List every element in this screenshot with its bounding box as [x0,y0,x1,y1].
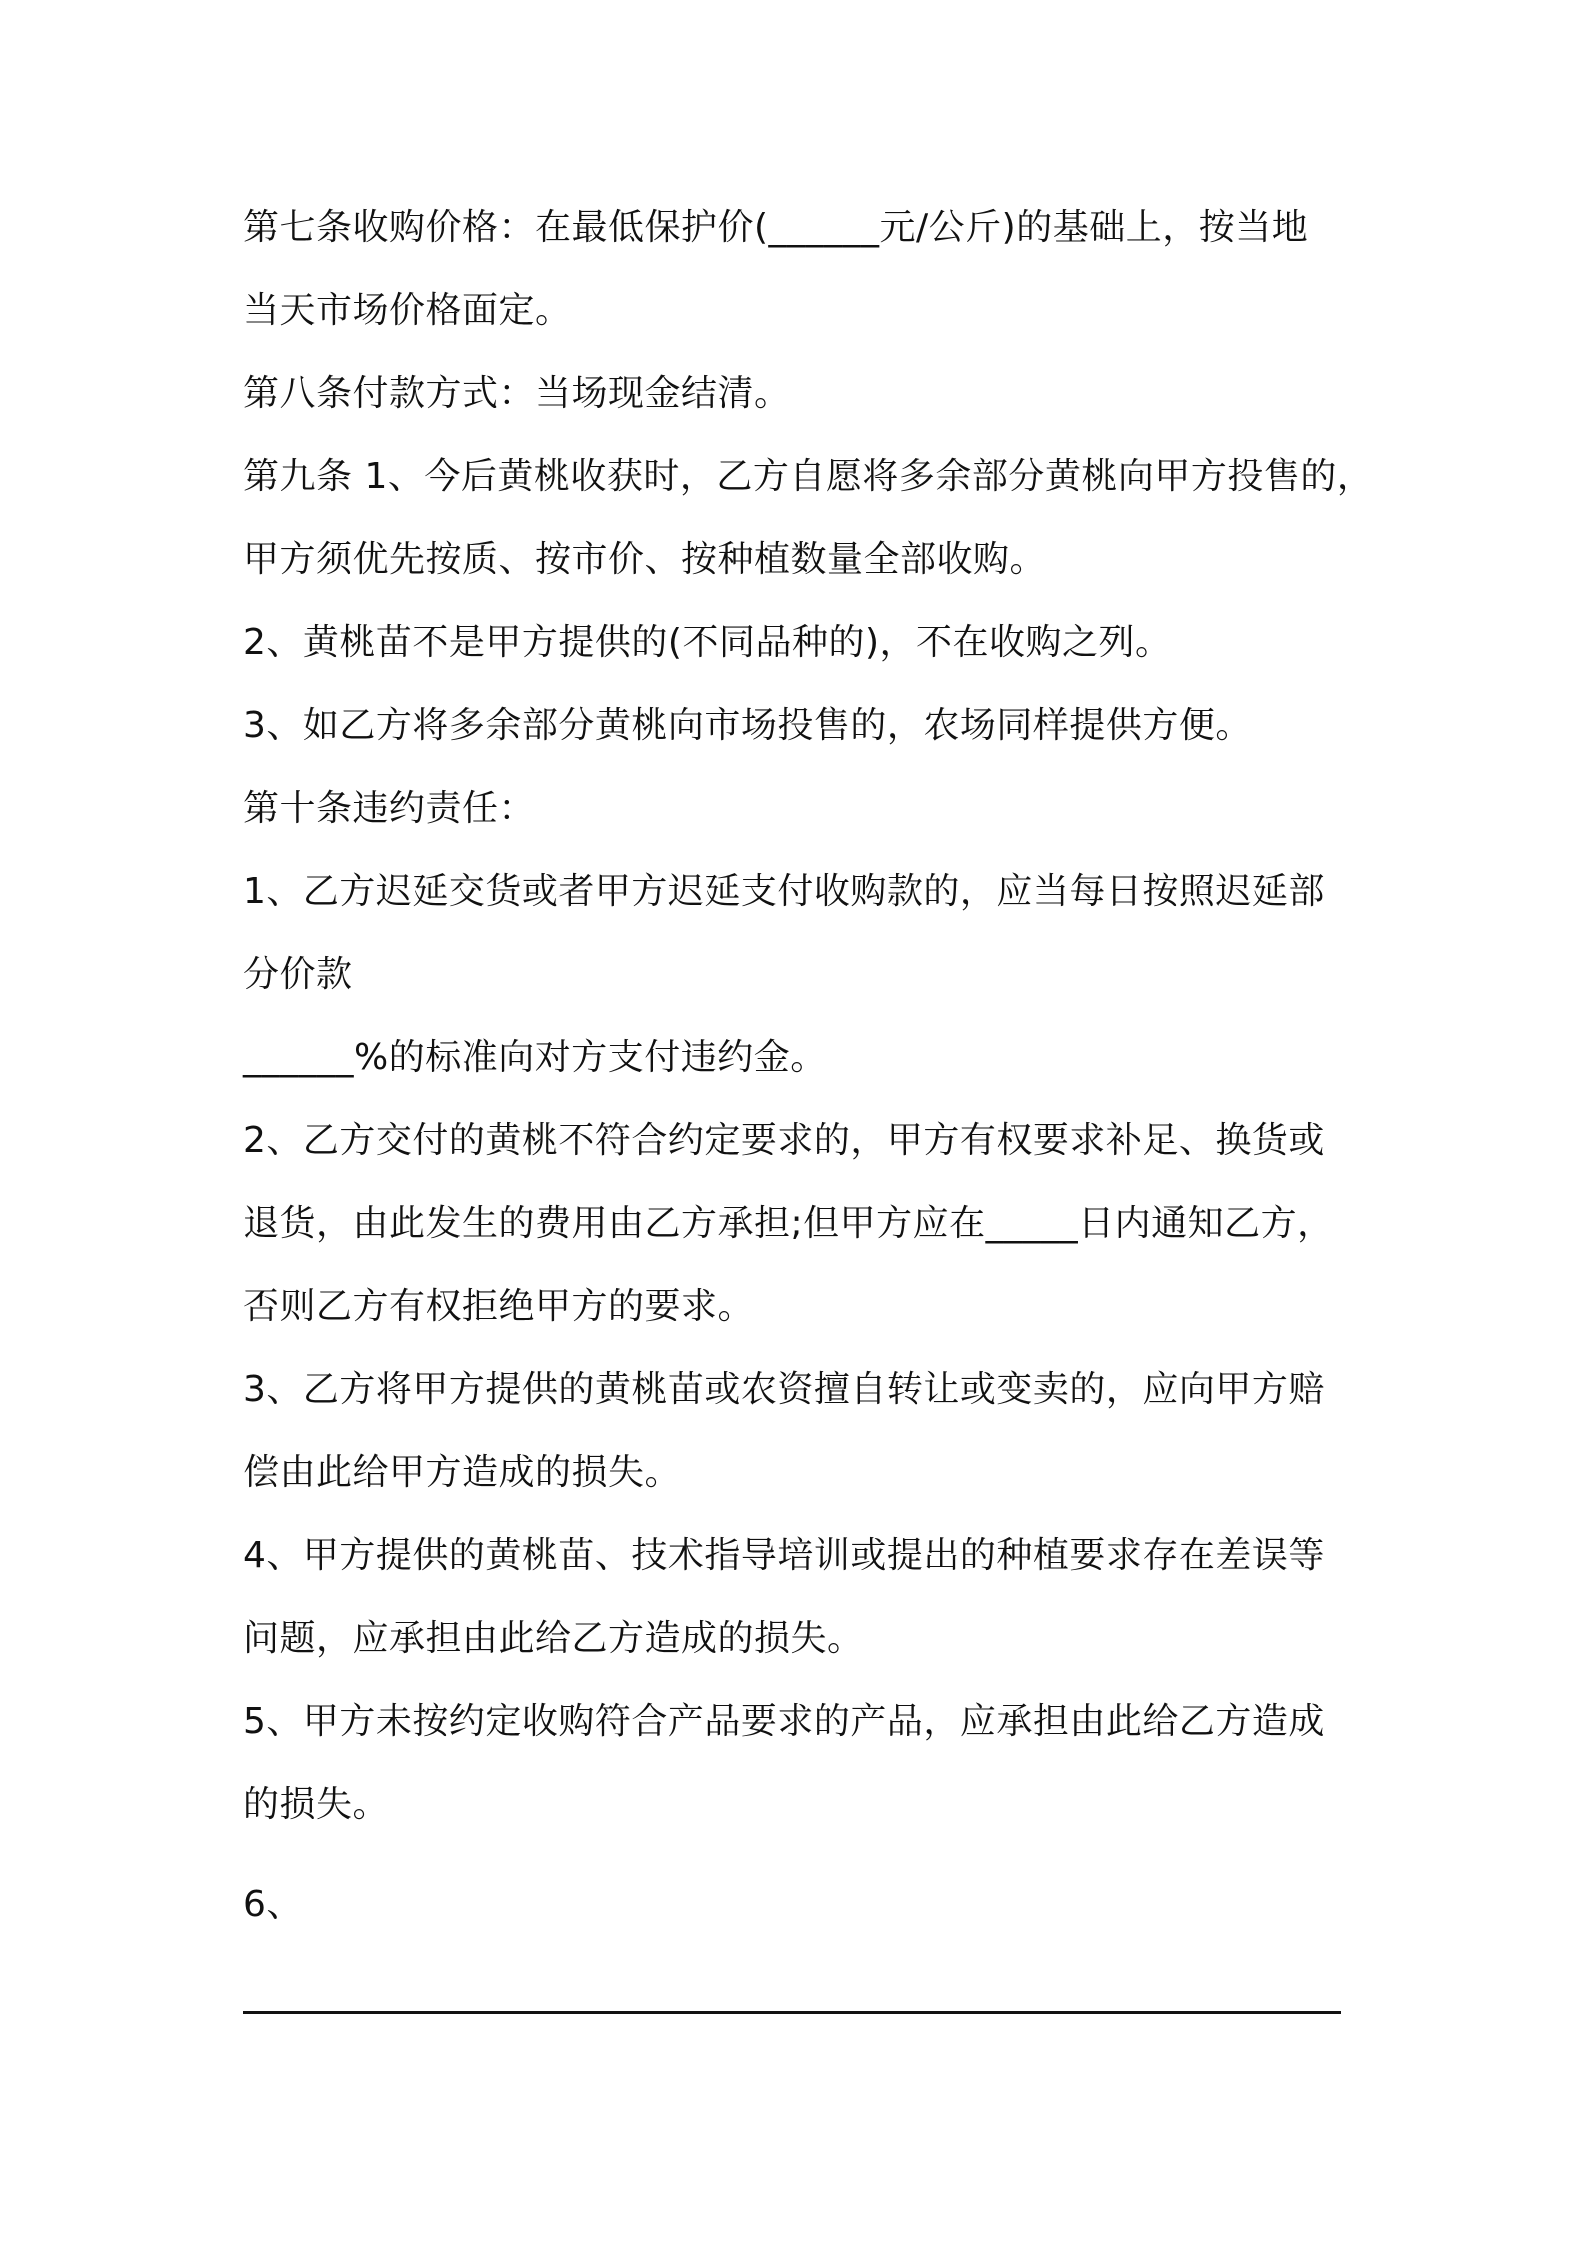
clause-10-item-3-line-2: 偿由此给甲方造成的损失。 [243,1452,682,1493]
clause-8-payment: 第八条付款方式：当场现金结清。 [243,373,791,414]
clause-9-item-1-line-1: 第九条 1、今后黄桃收获时，乙方自愿将多余部分黄桃向甲方投售的， [243,456,1374,497]
clause-10-item-1-line-3: ______%的标准向对方支付违约金。 [243,1037,827,1078]
clause-10-item-2-line-1: 2、乙方交付的黄桃不符合约定要求的，甲方有权要求补足、换货或 [243,1120,1325,1161]
clause-7-price-line-1: 第七条收购价格：在最低保护价(______元/公斤)的基础上，按当地 [243,207,1309,248]
clause-10-item-2-line-3: 否则乙方有权拒绝甲方的要求。 [243,1286,755,1327]
clause-10-item-1-line-2: 分价款 [243,954,353,995]
clause-10-item-2-line-2: 退货，由此发生的费用由乙方承担;但甲方应在_____日内通知乙方， [243,1203,1334,1244]
fill-in-blank-line [243,2011,1341,2014]
clause-10-item-6: 6、 [243,1884,303,1925]
clause-10-item-5-line-1: 5、甲方未按约定收购符合产品要求的产品，应承担由此给乙方造成 [243,1701,1325,1742]
clause-10-item-5-line-2: 的损失。 [243,1784,390,1825]
clause-10-item-3-line-1: 3、乙方将甲方提供的黄桃苗或农资擅自转让或变卖的，应向甲方赔 [243,1369,1325,1410]
clause-9-item-3: 3、如乙方将多余部分黄桃向市场投售的，农场同样提供方便。 [243,705,1252,746]
clause-10-item-1-line-1: 1、乙方迟延交货或者甲方迟延支付收购款的，应当每日按照迟延部 [243,871,1325,912]
clause-9-item-1-line-2: 甲方须优先按质、按市价、按种植数量全部收购。 [243,539,1047,580]
clause-9-item-2: 2、黄桃苗不是甲方提供的(不同品种的)，不在收购之列。 [243,622,1172,663]
clause-7-price-line-2: 当天市场价格面定。 [243,290,572,331]
clause-10-item-4-line-1: 4、甲方提供的黄桃苗、技术指导培训或提出的种植要求存在差误等 [243,1535,1325,1576]
clause-10-heading: 第十条违约责任： [243,788,536,829]
clause-10-item-4-line-2: 问题，应承担由此给乙方造成的损失。 [243,1618,864,1659]
